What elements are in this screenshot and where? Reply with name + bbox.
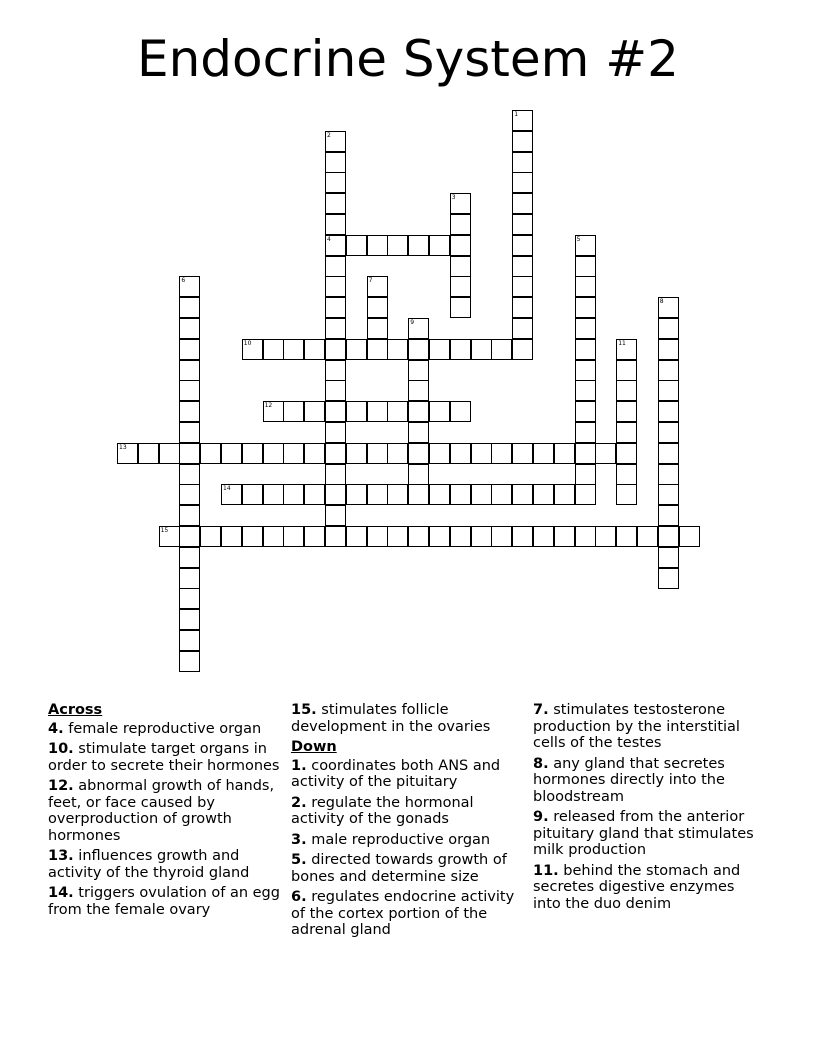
clue-number-label: 12	[264, 402, 273, 410]
grid-cell[interactable]	[387, 526, 408, 547]
grid-cell[interactable]	[575, 380, 596, 401]
grid-cell[interactable]	[512, 193, 533, 214]
grid-cell[interactable]	[242, 526, 263, 547]
grid-cell[interactable]	[408, 484, 429, 505]
clue-down-6: 6. regulates endocrine activity of the cortex portion of the adrenal gland	[291, 889, 515, 938]
grid-cell[interactable]	[263, 443, 284, 464]
grid-cell[interactable]	[179, 318, 200, 339]
grid-cell[interactable]	[491, 339, 512, 360]
grid-cell[interactable]	[179, 360, 200, 381]
grid-cell[interactable]	[471, 526, 492, 547]
grid-cell[interactable]	[242, 443, 263, 464]
grid-cell[interactable]	[325, 380, 346, 401]
grid-cell[interactable]	[575, 276, 596, 297]
grid-cell[interactable]	[429, 235, 450, 256]
clue-number-label: 9	[410, 319, 415, 326]
grid-cell[interactable]	[450, 235, 471, 256]
grid-cell[interactable]	[408, 360, 429, 381]
clue-number-label: 3	[451, 194, 456, 202]
grid-cell[interactable]	[533, 443, 554, 464]
grid-cell[interactable]	[616, 484, 637, 505]
grid-cell[interactable]	[179, 422, 200, 443]
grid-cell[interactable]	[429, 401, 450, 422]
grid-cell[interactable]	[304, 401, 325, 422]
grid-cell[interactable]	[159, 443, 180, 464]
grid-cell[interactable]	[325, 339, 346, 360]
grid-cell[interactable]	[304, 484, 325, 505]
grid-cell[interactable]	[575, 318, 596, 339]
grid-cell[interactable]	[512, 152, 533, 173]
clue-number-label: 1	[514, 111, 519, 118]
grid-cell[interactable]	[367, 526, 388, 547]
grid-cell[interactable]	[138, 443, 159, 464]
grid-cell[interactable]	[429, 443, 450, 464]
grid-cell[interactable]	[179, 588, 200, 609]
down-heading: Down	[291, 739, 337, 755]
grid-cell[interactable]	[575, 339, 596, 360]
clue-number-label: 7	[368, 277, 373, 285]
grid-cell[interactable]	[658, 505, 679, 526]
grid-cell[interactable]	[471, 339, 492, 360]
grid-cell[interactable]	[387, 235, 408, 256]
grid-cell[interactable]	[554, 443, 575, 464]
grid-cell[interactable]	[533, 526, 554, 547]
grid-cell[interactable]	[512, 276, 533, 297]
grid-cell[interactable]	[491, 484, 512, 505]
grid-cell[interactable]	[179, 630, 200, 651]
grid-cell[interactable]	[263, 339, 284, 360]
grid-cell[interactable]	[616, 443, 637, 464]
grid-cell[interactable]	[325, 464, 346, 485]
grid-cell[interactable]	[658, 526, 679, 547]
grid-cell[interactable]	[575, 464, 596, 485]
grid-cell[interactable]	[179, 505, 200, 526]
grid-cell[interactable]	[179, 464, 200, 485]
grid-cell[interactable]	[658, 443, 679, 464]
grid-cell[interactable]	[304, 526, 325, 547]
grid-cell[interactable]	[242, 484, 263, 505]
grid-cell[interactable]	[471, 443, 492, 464]
grid-cell[interactable]	[325, 505, 346, 526]
clue-number-label: 6	[181, 277, 186, 285]
grid-cell[interactable]	[179, 401, 200, 422]
grid-cell[interactable]	[325, 214, 346, 235]
grid-cell[interactable]	[387, 339, 408, 360]
grid-cell[interactable]	[408, 422, 429, 443]
clue-down-9: 9. released from the anterior pituitary gland that stimulates milk production	[533, 809, 754, 858]
grid-cell[interactable]	[616, 380, 637, 401]
grid-cell[interactable]	[658, 318, 679, 339]
grid-cell[interactable]	[346, 235, 367, 256]
grid-cell[interactable]	[616, 422, 637, 443]
grid-cell[interactable]	[283, 401, 304, 422]
grid-cell[interactable]	[179, 443, 200, 464]
grid-cell[interactable]	[283, 339, 304, 360]
clues-column-2	[291, 702, 523, 943]
grid-cell[interactable]	[408, 464, 429, 485]
grid-cell[interactable]	[616, 464, 637, 485]
grid-cell[interactable]	[554, 484, 575, 505]
grid-cell[interactable]	[367, 297, 388, 318]
grid-cell[interactable]	[179, 484, 200, 505]
clues-column-3	[533, 702, 765, 916]
grid-cell[interactable]	[450, 443, 471, 464]
grid-cell[interactable]	[450, 526, 471, 547]
grid-cell[interactable]	[658, 568, 679, 589]
grid-cell[interactable]	[221, 443, 242, 464]
grid-cell[interactable]	[325, 193, 346, 214]
grid-cell[interactable]	[367, 339, 388, 360]
clue-across-4: 4. female reproductive organ	[48, 720, 262, 737]
grid-cell[interactable]	[325, 360, 346, 381]
clue-down-8: 8. any gland that secretes hormones directly into the bloodstream	[533, 755, 725, 805]
clue-number-label: 8	[659, 298, 664, 306]
grid-cell[interactable]	[491, 526, 512, 547]
clue-number-label: 15	[160, 527, 169, 534]
grid-cell[interactable]	[658, 464, 679, 485]
grid-cell[interactable]	[325, 297, 346, 318]
grid-cell[interactable]	[512, 339, 533, 360]
grid-cell[interactable]	[658, 339, 679, 360]
grid-cell[interactable]	[637, 526, 658, 547]
grid-cell[interactable]	[658, 484, 679, 505]
grid-cell[interactable]	[450, 484, 471, 505]
grid-cell[interactable]	[575, 401, 596, 422]
grid-cell[interactable]	[367, 235, 388, 256]
grid-cell[interactable]	[533, 484, 554, 505]
grid-cell[interactable]	[408, 380, 429, 401]
grid-cell[interactable]	[512, 526, 533, 547]
grid-cell[interactable]	[512, 172, 533, 193]
grid-cell[interactable]	[471, 484, 492, 505]
clue-across-13: 13. influences growth and activity of the thyroid gland	[48, 848, 250, 881]
grid-cell[interactable]	[408, 401, 429, 422]
grid-cell[interactable]	[179, 651, 200, 672]
clue-number-label: 10	[243, 339, 252, 347]
grid-cell[interactable]	[325, 256, 346, 277]
clue-number-label: 2	[327, 131, 331, 139]
grid-cell[interactable]	[200, 443, 221, 464]
clue-across-12: 12. abnormal growth of hands, feet, or face caused by overproduction of growth hormones	[48, 778, 275, 844]
clues-column-1	[48, 702, 280, 922]
grid-cell[interactable]	[367, 401, 388, 422]
grid-cell[interactable]	[325, 318, 346, 339]
grid-cell[interactable]	[346, 443, 367, 464]
grid-cell[interactable]	[179, 568, 200, 589]
grid-cell[interactable]	[325, 401, 346, 422]
grid-cell[interactable]	[179, 547, 200, 568]
grid-cell[interactable]	[512, 318, 533, 339]
clue-down-7: 7. stimulates testosterone production by the interstitial cells of the testes	[533, 702, 740, 751]
grid-cell[interactable]	[325, 484, 346, 505]
grid-cell[interactable]	[325, 443, 346, 464]
across-heading: Across	[48, 702, 103, 718]
grid-cell[interactable]	[367, 484, 388, 505]
grid-cell[interactable]	[575, 443, 596, 464]
grid-cell[interactable]	[179, 297, 200, 318]
grid-cell[interactable]	[658, 360, 679, 381]
grid-cell[interactable]	[512, 443, 533, 464]
grid-cell[interactable]	[387, 401, 408, 422]
grid-cell[interactable]	[325, 526, 346, 547]
grid-cell[interactable]	[325, 422, 346, 443]
grid-cell[interactable]	[346, 484, 367, 505]
grid-cell[interactable]	[325, 276, 346, 297]
clue-down-11: 11. behind the stomach and secretes digestive enzymes into the duo denim	[533, 862, 741, 912]
grid-cell[interactable]	[512, 235, 533, 256]
puzzle-title: Endocrine System #2	[137, 30, 679, 88]
grid-cell[interactable]	[575, 422, 596, 443]
grid-cell[interactable]	[450, 401, 471, 422]
clue-number-label: 4	[327, 235, 331, 243]
grid-cell[interactable]	[450, 339, 471, 360]
grid-cell[interactable]	[491, 443, 512, 464]
grid-cell[interactable]	[658, 547, 679, 568]
grid-cell[interactable]	[575, 484, 596, 505]
clue-number-label: 14	[223, 485, 231, 493]
clue-down-2: 2. regulate the hormonal activity of the gonads	[291, 794, 474, 827]
grid-cell[interactable]	[658, 401, 679, 422]
grid-cell[interactable]	[408, 235, 429, 256]
grid-cell[interactable]	[179, 380, 200, 401]
grid-cell[interactable]	[429, 484, 450, 505]
grid-cell[interactable]	[595, 443, 616, 464]
grid-cell[interactable]	[325, 172, 346, 193]
grid-cell[interactable]	[367, 443, 388, 464]
grid-cell[interactable]	[367, 318, 388, 339]
grid-cell[interactable]	[283, 484, 304, 505]
grid-cell[interactable]	[679, 526, 700, 547]
clue-down-3: 3. male reproductive organ	[291, 831, 491, 848]
grid-cell[interactable]	[450, 297, 471, 318]
clue-down-1: 1. coordinates both ANS and activity of the pituitary	[291, 757, 501, 790]
grid-cell[interactable]	[575, 360, 596, 381]
clue-down-5: 5. directed towards growth of bones and determine size	[291, 852, 507, 885]
grid-cell[interactable]	[221, 526, 242, 547]
clue-number-label: 13	[119, 443, 127, 451]
grid-cell[interactable]	[512, 484, 533, 505]
grid-cell[interactable]	[304, 339, 325, 360]
grid-cell[interactable]	[595, 526, 616, 547]
grid-cell[interactable]	[346, 339, 367, 360]
grid-cell[interactable]	[616, 526, 637, 547]
grid-cell[interactable]	[575, 526, 596, 547]
grid-cell[interactable]	[554, 526, 575, 547]
grid-cell[interactable]	[429, 526, 450, 547]
grid-cell[interactable]	[408, 526, 429, 547]
grid-cell[interactable]	[387, 443, 408, 464]
grid-cell[interactable]	[575, 256, 596, 277]
grid-cell[interactable]	[408, 339, 429, 360]
grid-cell[interactable]	[179, 609, 200, 630]
grid-cell[interactable]	[283, 443, 304, 464]
grid-cell[interactable]	[346, 401, 367, 422]
grid-cell[interactable]	[263, 484, 284, 505]
grid-cell[interactable]	[200, 526, 221, 547]
grid-cell[interactable]	[512, 297, 533, 318]
grid-cell[interactable]	[658, 380, 679, 401]
grid-cell[interactable]	[450, 276, 471, 297]
clue-number-label: 11	[618, 339, 626, 347]
grid-cell[interactable]	[408, 443, 429, 464]
clue-across-10: 10. stimulate target organs in order to secrete their hormones	[48, 741, 280, 774]
grid-cell[interactable]	[429, 339, 450, 360]
grid-cell[interactable]	[616, 401, 637, 422]
grid-cell[interactable]	[179, 526, 200, 547]
clue-across-15: 15. stimulates follicle development in the ovaries	[291, 702, 491, 735]
grid-cell[interactable]	[346, 526, 367, 547]
clue-number-label: 5	[576, 235, 581, 243]
grid-cell[interactable]	[512, 131, 533, 152]
grid-cell[interactable]	[616, 360, 637, 381]
grid-cell[interactable]	[450, 214, 471, 235]
grid-cell[interactable]	[512, 256, 533, 277]
grid-cell[interactable]	[658, 422, 679, 443]
clue-across-14: 14. triggers ovulation of an egg from the female ovary	[48, 885, 280, 918]
grid-cell[interactable]	[179, 339, 200, 360]
grid-cell[interactable]	[304, 443, 325, 464]
grid-cell[interactable]	[575, 297, 596, 318]
grid-cell[interactable]	[283, 526, 304, 547]
grid-cell[interactable]	[387, 484, 408, 505]
grid-cell[interactable]	[512, 214, 533, 235]
grid-cell[interactable]	[325, 152, 346, 173]
grid-cell[interactable]	[450, 256, 471, 277]
grid-cell[interactable]	[263, 526, 284, 547]
